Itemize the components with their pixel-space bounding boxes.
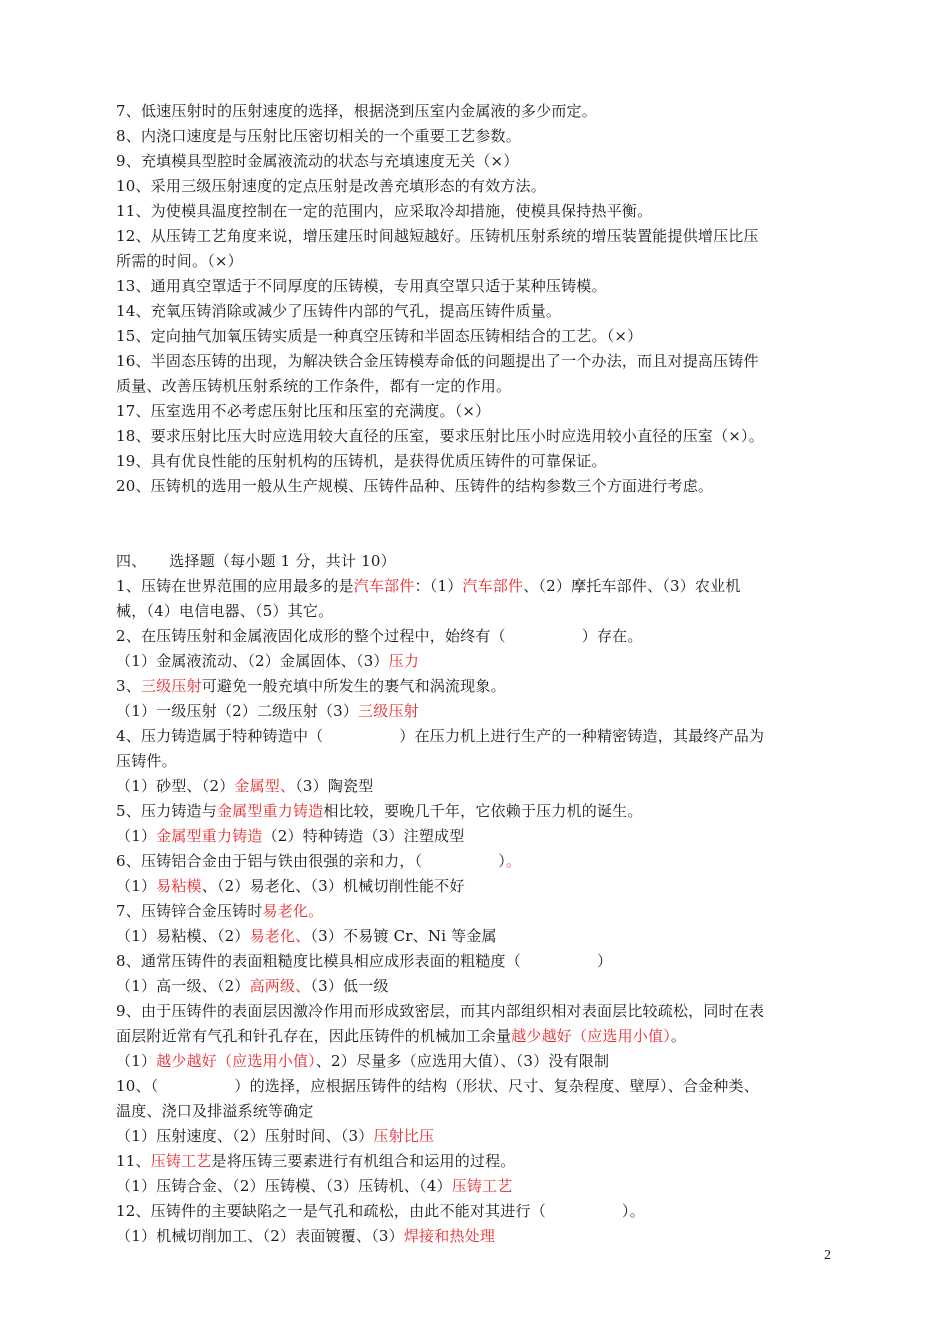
question-line bbox=[116, 924, 838, 949]
question-line bbox=[116, 1174, 838, 1199]
answer-highlight: 易粘模 bbox=[156, 877, 202, 895]
question-text: 8、通常压铸件的表面粗糙度比模具相应成形表面的粗糙度（ ） bbox=[116, 952, 613, 970]
question-text: 12、压铸件的主要缺陷之一是气孔和疏松，由此不能对其进行（ ）。 bbox=[116, 1202, 645, 1220]
statement-line: 20、压铸机的选用一般从生产规模、压铸件品种、压铸件的结构参数三个方面进行考虑。 bbox=[116, 477, 714, 495]
answer-highlight: 三级压射 bbox=[358, 702, 419, 720]
question-line bbox=[116, 824, 838, 849]
answer-highlight: 压力 bbox=[388, 652, 420, 670]
statement-line: 14、充氧压铸消除或减少了压铸件内部的气孔，提高压铸件质量。 bbox=[116, 302, 562, 320]
question-line bbox=[116, 1224, 838, 1249]
answer-highlight: 易老化、 bbox=[249, 927, 311, 945]
statement-line: 质量、改善压铸机压射系统的工作条件，都有一定的作用。 bbox=[116, 377, 512, 395]
question-line bbox=[116, 674, 838, 699]
question-line bbox=[116, 1024, 838, 1049]
statement-line: 8、内浇口速度是与压射比压密切相关的一个重要工艺参数。 bbox=[116, 127, 521, 145]
question-text: 4、压力铸造属于特种铸造中（ ）在压力机上进行生产的一种精密铸造，其最终产品为 bbox=[116, 727, 765, 745]
question-text: （2）特种铸造（3）注塑成型 bbox=[262, 827, 465, 845]
question-line bbox=[116, 649, 838, 674]
answer-highlight: 汽车部件 bbox=[462, 577, 524, 595]
question-line bbox=[116, 849, 838, 874]
question-line bbox=[116, 1149, 838, 1174]
question-line bbox=[116, 574, 838, 599]
question-text: （3）陶瓷型 bbox=[295, 777, 374, 795]
question-text: 相比较，要晚几千年，它依赖于压力机的诞生。 bbox=[323, 802, 643, 820]
question-line bbox=[116, 624, 838, 649]
question-line bbox=[116, 749, 838, 774]
question-text: （1）金属液流动、（2）金属固体、（3） bbox=[116, 652, 389, 670]
question-text: 11、 bbox=[116, 1152, 151, 1170]
question-line bbox=[116, 699, 838, 724]
question-text: （1） bbox=[116, 827, 157, 845]
true-false-section bbox=[116, 99, 838, 499]
question-text: （1）易粘模、（2） bbox=[116, 927, 250, 945]
question-text: （1）压射速度、（2）压射时间、（3） bbox=[116, 1127, 374, 1145]
page-number: 2 bbox=[824, 1248, 831, 1263]
answer-highlight: 焊接和热处理 bbox=[403, 1227, 496, 1245]
question-text: ：（1） bbox=[414, 577, 463, 595]
question-text: 。 bbox=[670, 1027, 687, 1045]
question-text: 10、（ ）的选择，应根据压铸件的结构（形状、尺寸、复杂程度、壁厚）、合金种类、 bbox=[116, 1077, 759, 1095]
answer-highlight: 压铸工艺 bbox=[451, 1177, 513, 1195]
statement-line: 18、要求压射比压大时应选用较大直径的压室，要求压射比压小时应选用较小直径的压室（×）。 bbox=[116, 427, 764, 445]
answer-highlight: 金属型、 bbox=[234, 777, 296, 795]
statement-line: 12、从压铸工艺角度来说，增压建压时间越短越好。压铸机压射系统的增压装置能提供增压比压 bbox=[116, 227, 759, 245]
answer-highlight: 压铸工艺 bbox=[150, 1152, 212, 1170]
statement-line: 10、采用三级压射速度的定点压射是改善充填形态的有效方法。 bbox=[116, 177, 546, 195]
question-line bbox=[116, 774, 838, 799]
statement-line: 11、为使模具温度控制在一定的范围内，应采取冷却措施，使模具保持热平衡。 bbox=[116, 202, 653, 220]
question-text: 7、压铸锌合金压铸时 bbox=[116, 902, 263, 920]
question-text: 可避免一般充填中所发生的裹气和涡流现象。 bbox=[201, 677, 506, 695]
question-text: （1） bbox=[116, 1052, 157, 1070]
question-line bbox=[116, 974, 838, 999]
question-text: （1） bbox=[116, 877, 157, 895]
question-text: （1）一级压射（2）二级压射（3） bbox=[116, 702, 359, 720]
statement-line: 19、具有优良性能的压射机构的压铸机，是获得优质压铸件的可靠保证。 bbox=[116, 452, 607, 470]
question-text: 是将压铸三要素进行有机组合和运用的过程。 bbox=[211, 1152, 516, 1170]
answer-highlight: 。 bbox=[505, 852, 522, 870]
question-text: 、（2）摩托车部件、（3）农业机 bbox=[523, 577, 741, 595]
question-text: 械，（4）电信电器、（5）其它。 bbox=[116, 602, 334, 620]
question-text: 3、 bbox=[116, 677, 141, 695]
question-text: （1）砂型、（2） bbox=[116, 777, 235, 795]
answer-highlight: 压射比压 bbox=[373, 1127, 435, 1145]
answer-highlight: 汽车部件 bbox=[353, 577, 415, 595]
question-text: 1、压铸在世界范围的应用最多的是 bbox=[116, 577, 354, 595]
question-text: 、（2）易老化、（3）机械切削性能不好 bbox=[201, 877, 465, 895]
section-gap bbox=[116, 499, 838, 549]
question-line bbox=[116, 1124, 838, 1149]
question-line bbox=[116, 1199, 838, 1224]
multiple-choice-section bbox=[116, 574, 838, 1249]
statement-line: 13、通用真空罩适于不同厚度的压铸模，专用真空罩只适于某种压铸模。 bbox=[116, 277, 607, 295]
question-text: （3）低一级 bbox=[310, 977, 389, 995]
statement-line: 17、压室选用不必考虑压射比压和压室的充满度。（×） bbox=[116, 402, 491, 420]
question-text: 9、由于压铸件的表面层因激冷作用而形成致密层，而其内部组织相对表面层比较疏松，同时在表 bbox=[116, 1002, 765, 1020]
answer-highlight: 易老化。 bbox=[262, 902, 324, 920]
question-line bbox=[116, 1099, 838, 1124]
question-text: 压铸件。 bbox=[116, 752, 177, 770]
question-text: 6、压铸铝合金由于铝与铁由很强的亲和力，（ ） bbox=[116, 852, 506, 870]
question-line bbox=[116, 599, 838, 624]
answer-highlight: 越少越好（应选用小值） bbox=[156, 1052, 316, 1070]
answer-highlight: 越少越好（应选用小值） bbox=[511, 1027, 671, 1045]
question-line bbox=[116, 949, 838, 974]
statement-line: 9、充填模具型腔时金属液流动的状态与充填速度无关（×） bbox=[116, 152, 519, 170]
statement-line: 16、半固态压铸的出现，为解决铁合金压铸模寿命低的问题提出了一个办法，而且对提高压铸件 bbox=[116, 352, 759, 370]
section-heading: 四、 选择题（每小题 1 分，共计 10） bbox=[116, 552, 396, 570]
question-line bbox=[116, 1074, 838, 1099]
statement-line: 7、低速压射时的压射速度的选择，根据浇到压室内金属液的多少而定。 bbox=[116, 102, 597, 120]
question-line bbox=[116, 999, 838, 1024]
statement-line: 15、定向抽气加氧压铸实质是一种真空压铸和半固态压铸相结合的工艺。（×） bbox=[116, 327, 643, 345]
question-line bbox=[116, 899, 838, 924]
answer-highlight: 金属型重力铸造 bbox=[216, 802, 324, 820]
question-text: （1）高一级、（2） bbox=[116, 977, 250, 995]
question-text: 、2）尽量多（应选用大值）、（3）没有限制 bbox=[315, 1052, 610, 1070]
page-content bbox=[116, 99, 838, 1249]
answer-highlight: 金属型重力铸造 bbox=[156, 827, 263, 845]
statement-line: 所需的时间。（×） bbox=[116, 252, 243, 270]
question-text: 面层附近常有气孔和针孔存在，因此压铸件的机械加工余量 bbox=[116, 1027, 512, 1045]
question-text: （1）压铸合金、（2）压铸模、（3）压铸机、（4） bbox=[116, 1177, 452, 1195]
question-text: 温度、浇口及排溢系统等确定 bbox=[116, 1102, 314, 1120]
question-text: 5、压力铸造与 bbox=[116, 802, 217, 820]
question-line bbox=[116, 874, 838, 899]
question-line bbox=[116, 1049, 838, 1074]
question-text: 2、在压铸压射和金属液固化成形的整个过程中，始终有（ ）存在。 bbox=[116, 627, 643, 645]
answer-highlight: 三级压射 bbox=[140, 677, 202, 695]
answer-highlight: 高两级、 bbox=[249, 977, 311, 995]
question-line bbox=[116, 724, 838, 749]
question-text: （1）机械切削加工、（2）表面镀覆、（3） bbox=[116, 1227, 404, 1245]
question-text: （3）不易镀 Cr、Ni 等金属 bbox=[310, 927, 497, 945]
question-line bbox=[116, 799, 838, 824]
